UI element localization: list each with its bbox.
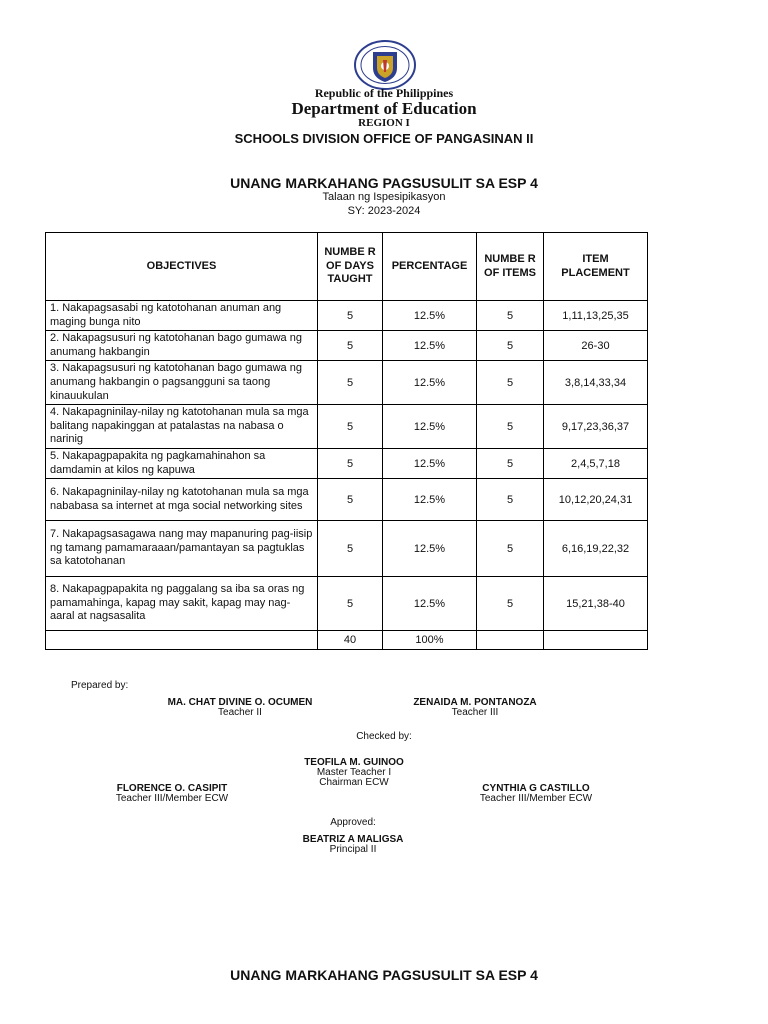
- days-cell: 5: [318, 301, 383, 331]
- table-row: [46, 577, 648, 631]
- days-cell: 5: [318, 577, 383, 631]
- approved-label: Approved:: [330, 817, 376, 828]
- table-row: [46, 521, 648, 577]
- placement-cell: 6,16,19,22,32: [544, 521, 648, 577]
- table-row: [46, 405, 648, 449]
- republic-label: Republic of the Philippines: [314, 86, 454, 100]
- document-title: UNANG MARKAHANG PAGSUSULIT SA ESP 4: [230, 175, 538, 191]
- header-days-taught: NUMBE R OF DAYS TAUGHT: [318, 233, 383, 301]
- total-objective-cell: [46, 631, 318, 650]
- table-row: [46, 331, 648, 361]
- region-label: REGION I: [358, 117, 410, 129]
- placement-cell: 3,8,14,33,34: [544, 361, 648, 405]
- prepared-by-label: Prepared by:: [71, 680, 129, 691]
- placement-cell: 15,21,38-40: [544, 577, 648, 631]
- checker-left-position: Teacher III/Member ECW: [115, 793, 229, 804]
- percentage-cell: 12.5%: [383, 521, 477, 577]
- approver-position: Principal II: [329, 844, 377, 855]
- percentage-cell: 12.5%: [383, 448, 477, 478]
- percentage-cell: 12.5%: [383, 577, 477, 631]
- school-year: SY: 2023-2024: [347, 205, 421, 217]
- days-cell: 5: [318, 448, 383, 478]
- deped-seal-icon: [353, 40, 417, 90]
- items-cell: 5: [477, 448, 544, 478]
- items-cell: 5: [477, 405, 544, 449]
- table-row: [46, 361, 648, 405]
- objective-cell: 8. Nakapagpapakita ng paggalang sa iba sa oras ng pamamahinga, kapag may sakit, kapag may nag-aaral at nagsasalita: [46, 577, 318, 631]
- items-cell: 5: [477, 521, 544, 577]
- checked-by-label: Checked by:: [356, 731, 412, 742]
- percentage-cell: 12.5%: [383, 405, 477, 449]
- items-cell: 5: [477, 577, 544, 631]
- objective-cell: 4. Nakapagninilay-nilay ng katotohanan mula sa mga balitang napakinggan at patalastas na nabasa o narinig: [46, 405, 318, 449]
- items-cell: 5: [477, 479, 544, 521]
- table-row: [46, 301, 648, 331]
- footer-title: UNANG MARKAHANG PAGSUSULIT SA ESP 4: [230, 967, 538, 983]
- total-days-cell: 40: [318, 631, 383, 650]
- days-cell: 5: [318, 521, 383, 577]
- placement-cell: 1,11,13,25,35: [544, 301, 648, 331]
- checker-main-position: Master Teacher I: [316, 767, 392, 778]
- checker-right-position: Teacher III/Member ECW: [479, 793, 593, 804]
- checker-left-name: FLORENCE O. CASIPIT: [116, 783, 228, 794]
- preparer-1: [140, 698, 340, 718]
- checker-main: [254, 758, 454, 788]
- table-of-specifications: [45, 232, 648, 650]
- days-cell: 5: [318, 405, 383, 449]
- total-percentage-cell: 100%: [383, 631, 477, 650]
- table-row: [46, 448, 648, 478]
- objective-cell: 5. Nakapagpapakita ng pagkamahinahon sa damdamin at kilos ng kapuwa: [46, 448, 318, 478]
- preparer-2-name: ZENAIDA M. PONTANOZA: [413, 697, 537, 708]
- preparer-2-position: Teacher III: [451, 707, 499, 718]
- items-cell: 5: [477, 331, 544, 361]
- objective-cell: 7. Nakapagsasagawa nang may mapanuring pag-iisip ng tamang pamamaraaan/pamantayan sa pagtuklas sa katotohanan: [46, 521, 318, 577]
- approver: [253, 835, 453, 855]
- objective-cell: 1. Nakapagsasabi ng katotohanan anuman ang maging bunga nito: [46, 301, 318, 331]
- objective-cell: 2. Nakapagsusuri ng katotohanan bago gumawa ng anumang hakbangin: [46, 331, 318, 361]
- percentage-cell: 12.5%: [383, 361, 477, 405]
- approver-name: BEATRIZ A MALIGSA: [302, 834, 404, 845]
- total-items-cell: [477, 631, 544, 650]
- header-objectives: OBJECTIVES: [46, 233, 318, 301]
- percentage-cell: 12.5%: [383, 331, 477, 361]
- items-cell: 5: [477, 301, 544, 331]
- placement-cell: 10,12,20,24,31: [544, 479, 648, 521]
- days-cell: 5: [318, 331, 383, 361]
- preparer-2: [375, 698, 575, 718]
- preparer-1-name: MA. CHAT DIVINE O. OCUMEN: [167, 697, 313, 708]
- objective-cell: 6. Nakapagninilay-nilay ng katotohanan mula sa mga nababasa sa internet at mga social networking sites: [46, 479, 318, 521]
- checker-main-name: TEOFILA M. GUINOO: [304, 757, 404, 768]
- placement-cell: 26-30: [544, 331, 648, 361]
- percentage-cell: 12.5%: [383, 301, 477, 331]
- header-placement: ITEM PLACEMENT: [544, 233, 648, 301]
- days-cell: 5: [318, 479, 383, 521]
- total-row: [46, 631, 648, 650]
- checker-right: [436, 784, 636, 804]
- header-percentage: PERCENTAGE: [383, 233, 477, 301]
- placement-cell: 2,4,5,7,18: [544, 448, 648, 478]
- percentage-cell: 12.5%: [383, 479, 477, 521]
- document-subtitle: Talaan ng Ispesipikasyon: [322, 191, 446, 203]
- checker-left: [72, 784, 272, 804]
- checker-right-name: CYNTHIA G CASTILLO: [482, 783, 590, 794]
- header-items: NUMBE R OF ITEMS: [477, 233, 544, 301]
- division-label: SCHOOLS DIVISION OFFICE OF PANGASINAN II: [234, 131, 534, 146]
- items-cell: 5: [477, 361, 544, 405]
- department-title: Department of Education: [291, 99, 477, 118]
- preparer-1-position: Teacher II: [218, 707, 262, 718]
- days-cell: 5: [318, 361, 383, 405]
- checker-main-role: Chairman ECW: [319, 777, 389, 788]
- total-placement-cell: [544, 631, 648, 650]
- table-row: [46, 479, 648, 521]
- objective-cell: 3. Nakapagsusuri ng katotohanan bago gumawa ng anumang hakbangin o pagsangguni sa taong kinauukulan: [46, 361, 318, 405]
- placement-cell: 9,17,23,36,37: [544, 405, 648, 449]
